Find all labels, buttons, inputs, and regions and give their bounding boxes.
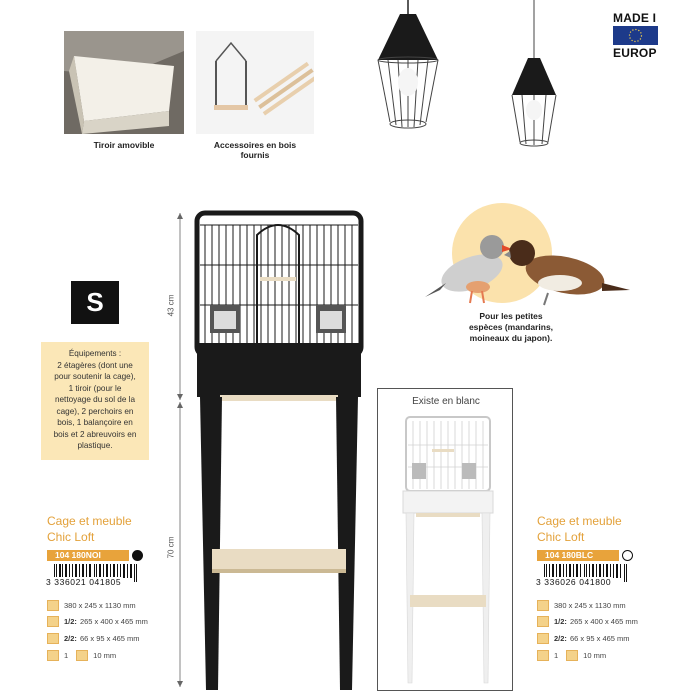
spec-row-pack	[537, 649, 606, 661]
spec-value: 380 x 245 x 1130 mm	[554, 600, 626, 610]
bar-spacing: 10 mm	[93, 650, 117, 660]
product-title-line2: Chic Loft	[47, 530, 95, 544]
pack-qty: 1	[554, 650, 559, 660]
spec-row-dimensions	[537, 599, 626, 611]
product-title-line2: Chic Loft	[537, 530, 585, 544]
product-title-line1: Cage et meuble	[47, 514, 132, 528]
birds-caption: Pour les petites espèces (mandarins, moineaux du japon).	[468, 311, 554, 343]
spec-prefix: 2/2:	[554, 633, 567, 643]
ratio-icon	[537, 633, 549, 644]
pack-icon	[537, 650, 549, 661]
white-cage-stand-illustration	[398, 415, 498, 690]
spec-prefix: 1/2:	[64, 616, 77, 626]
spec-row-part2	[537, 632, 630, 644]
box-dimension-icon	[47, 600, 59, 611]
black-cage-stand-illustration	[160, 205, 370, 695]
birds-illustration	[420, 195, 640, 310]
pendant-lamps-illustration	[360, 0, 580, 150]
spec-value: 265 x 400 x 465 mm	[569, 616, 638, 626]
spec-row-part1	[47, 615, 148, 627]
ratio-icon	[47, 633, 59, 644]
spec-prefix: 2/2:	[64, 633, 77, 643]
size-badge: S	[71, 281, 119, 324]
white-version-frame	[377, 388, 513, 691]
ratio-icon	[47, 616, 59, 627]
pack-qty: 1	[64, 650, 69, 660]
box-dimension-icon	[537, 600, 549, 611]
bar-spacing: 10 mm	[583, 650, 607, 660]
made-in-line1: MADE I	[613, 11, 657, 25]
spec-row-part1	[537, 615, 638, 627]
ratio-icon	[537, 616, 549, 627]
made-in-line2: EUROP	[613, 46, 657, 60]
spec-row-part2	[47, 632, 140, 644]
product-title-line1: Cage et meuble	[537, 514, 622, 528]
accessories-label: Accessoires en bois fournis	[213, 140, 297, 160]
drawer-label: Tiroir amovible	[93, 140, 155, 150]
dimension-bottom-label: 70 cm	[166, 536, 176, 559]
spec-row-dimensions	[47, 599, 136, 611]
pack-icon	[47, 650, 59, 661]
bar-spacing-icon	[566, 650, 578, 661]
spec-value: 66 x 95 x 465 mm	[569, 633, 630, 643]
spec-value: 66 x 95 x 465 mm	[79, 633, 140, 643]
barcode-digits: 3 336026 041800	[536, 577, 612, 587]
color-swatch-black	[132, 550, 143, 561]
accessories-photo	[196, 31, 314, 134]
equipment-info: Équipements : 2 étagères (dont une pour soutenir la cage), 1 tiroir (pour le nettoyage du sol de la cage), 2 perchoirs en bois, 1 balançoire en bois et 2 abreuvoirs en plastique.	[41, 342, 149, 460]
product-reference: 104 180NOI	[47, 550, 129, 561]
eu-flag-icon	[613, 26, 658, 45]
spec-row-pack	[47, 649, 116, 661]
bar-spacing-icon	[76, 650, 88, 661]
color-swatch-white	[622, 550, 633, 561]
spec-value: 265 x 400 x 465 mm	[79, 616, 148, 626]
barcode-digits: 3 336021 041805	[46, 577, 122, 587]
dimension-top-label: 43 cm	[166, 294, 176, 317]
drawer-photo	[64, 31, 184, 134]
spec-prefix: 1/2:	[554, 616, 567, 626]
white-version-title: Existe en blanc	[412, 396, 480, 407]
product-reference: 104 180BLC	[537, 550, 619, 561]
spec-value: 380 x 245 x 1130 mm	[64, 600, 136, 610]
